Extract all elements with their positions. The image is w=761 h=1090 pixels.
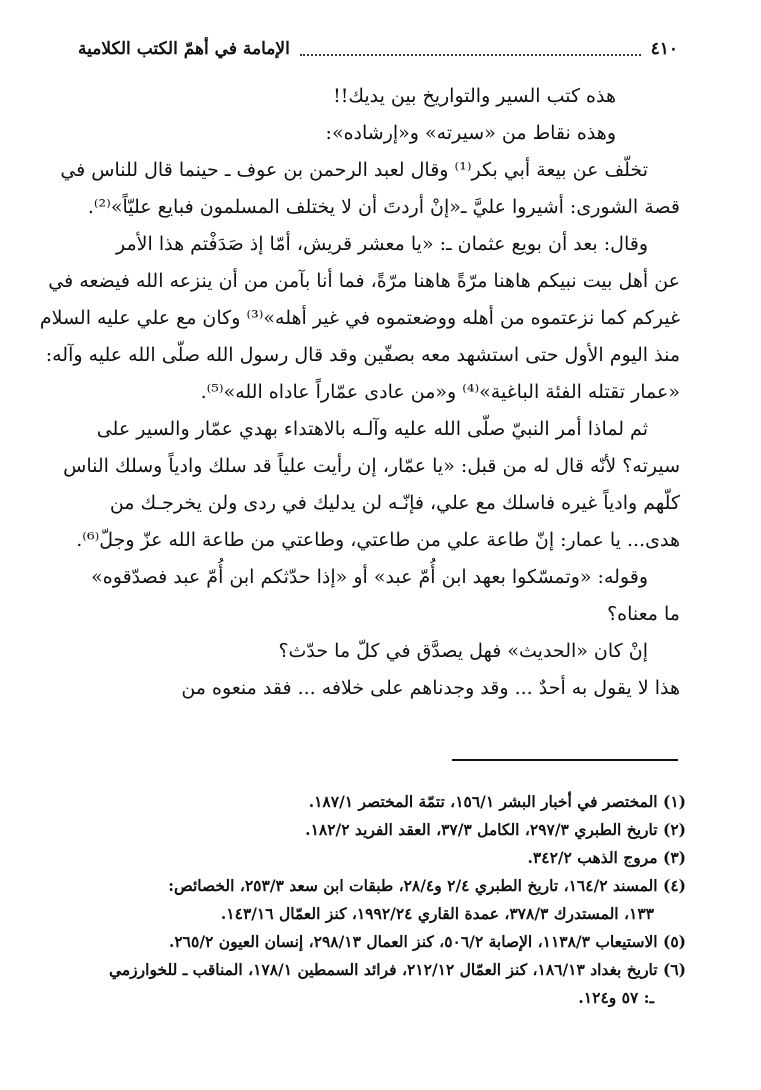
paragraph-line: ما معناه؟ (607, 603, 680, 625)
paragraph-line: هذه كتب السير والتواريخ بين يديك!! (333, 85, 616, 107)
paragraph-line: غيركم كما نزعتموه من أهله ووضعتموه في غير أهله»⁽³⁾ وكان مع علي عليه السلام (39, 307, 680, 329)
paragraph-line: سيرته؟ لأنّه قال له من قبل: «يا عمّار، إن رأيت علياً قد سلك وادياً وسلك الناس (63, 455, 680, 477)
leader-dots (300, 54, 641, 56)
footnote-2: (٢) تاريخ الطبري ٢٩٧/٣، الكامل ٣٧/٣، العقد الفريد ١٨٢/٢. (305, 820, 686, 839)
paragraph-line: وقوله: «وتمسّكوا بعهد ابن أُمّ عبد» أو «إذا حدّثكم ابن أُمّ عبد فصدّقوه» (91, 566, 648, 588)
paragraph-line: ثم لماذا أمر النبيّ صلّى الله عليه وآلـه بالاهتداء بهدي عمّار والسير على (96, 418, 648, 440)
footnote-6: (٦) تاريخ بغداد ١٨٦/١٣، كنز العمّال ٢١٢/١٢، فرائد السمطين ١٧٨/١، المناقب ـ للخوارزمي (108, 960, 686, 979)
paragraph-line: كلّهم وادياً غيره فاسلك مع علي، فإنّـه لن يدليك في ردى ولن يخرجـك من (109, 492, 680, 514)
paragraph-line: هدى... يا عمار: إنّ طاعة علي من طاعتي، وطاعتي من طاعة الله عزّ وجلّ⁽⁶⁾. (76, 529, 680, 551)
footnote-4-continued: ١٣٣، المستدرك ٣٧٨/٣، عمدة القاري ١٩٩٢/٢٤، كنز العمّال ١٤٣/١٦. (220, 904, 654, 923)
paragraph-line: عن أهل بيت نبيكم هاهنا مرّةً هاهنا مرّةً، فما أنا بآمن من أن ينزعه الله فيضعه في (48, 270, 680, 292)
paragraph-line: هذا لا يقول به أحدٌ ... وقد وجدناهم على خلافه ... فقد منعوه من (181, 677, 680, 699)
footnote-5: (٥) الاستيعاب ١١٣٨/٣، الإصابة ٥٠٦/٢، كنز العمال ٢٩٨/١٣، إنسان العيون ٢٦٥/٢. (168, 932, 686, 951)
body-text (39, 78, 680, 707)
footnote-3: (٣) مروج الذهب ٣٤٢/٢. (527, 848, 686, 867)
footnote-separator (452, 759, 678, 761)
paragraph-line: تخلّف عن بيعة أبي بكر⁽¹⁾ وقال لعبد الرحمن بن عوف ـ حينما قال للناس في (60, 159, 648, 181)
paragraph-line: قصة الشورى: أشيروا عليَّ ـ«إنْ أردتَ أن لا يختلف المسلمون فبايع عليّاً»⁽²⁾. (87, 196, 680, 218)
paragraph-line: إنْ كان «الحديث» فهل يصدَّق في كلّ ما حدّث؟ (278, 640, 648, 662)
paragraph-line: وقال: بعد أن بويع عثمان ـ: «يا معشر قريش، أمّا إذ صَدَفْتم هذا الأمر (116, 233, 648, 255)
paragraph-line: وهذه نقاط من «سيرته» و«إرشاده»: (325, 122, 616, 144)
footnote-1: (١) المختصر في أخبار البشر ١٥٦/١، تتمّة المختصر ١٨٧/١. (308, 792, 686, 811)
paragraph-line: «عمار تقتله الفئة الباغية»⁽⁴⁾ و«من عادى عمّاراً عاداه الله»⁽⁵⁾. (200, 381, 680, 403)
running-head (78, 36, 678, 62)
footnote-6-continued: ـ: ٥٧ و١٢٤. (578, 988, 654, 1007)
running-title: الإمامة في أهمّ الكتب الكلامية (78, 39, 290, 59)
paragraph-line: منذ اليوم الأول حتى استشهد معه بصفّين وقد قال رسول الله صلّى الله عليه وآله: (45, 344, 680, 366)
footnote-4: (٤) المسند ١٦٤/٢، تاريخ الطبري ٢/٤ و٢٨/٤، طبقات ابن سعد ٢٥٣/٣، الخصائص: (168, 876, 686, 895)
footnotes (60, 788, 686, 1012)
page-number: ٤١٠ (650, 39, 678, 59)
